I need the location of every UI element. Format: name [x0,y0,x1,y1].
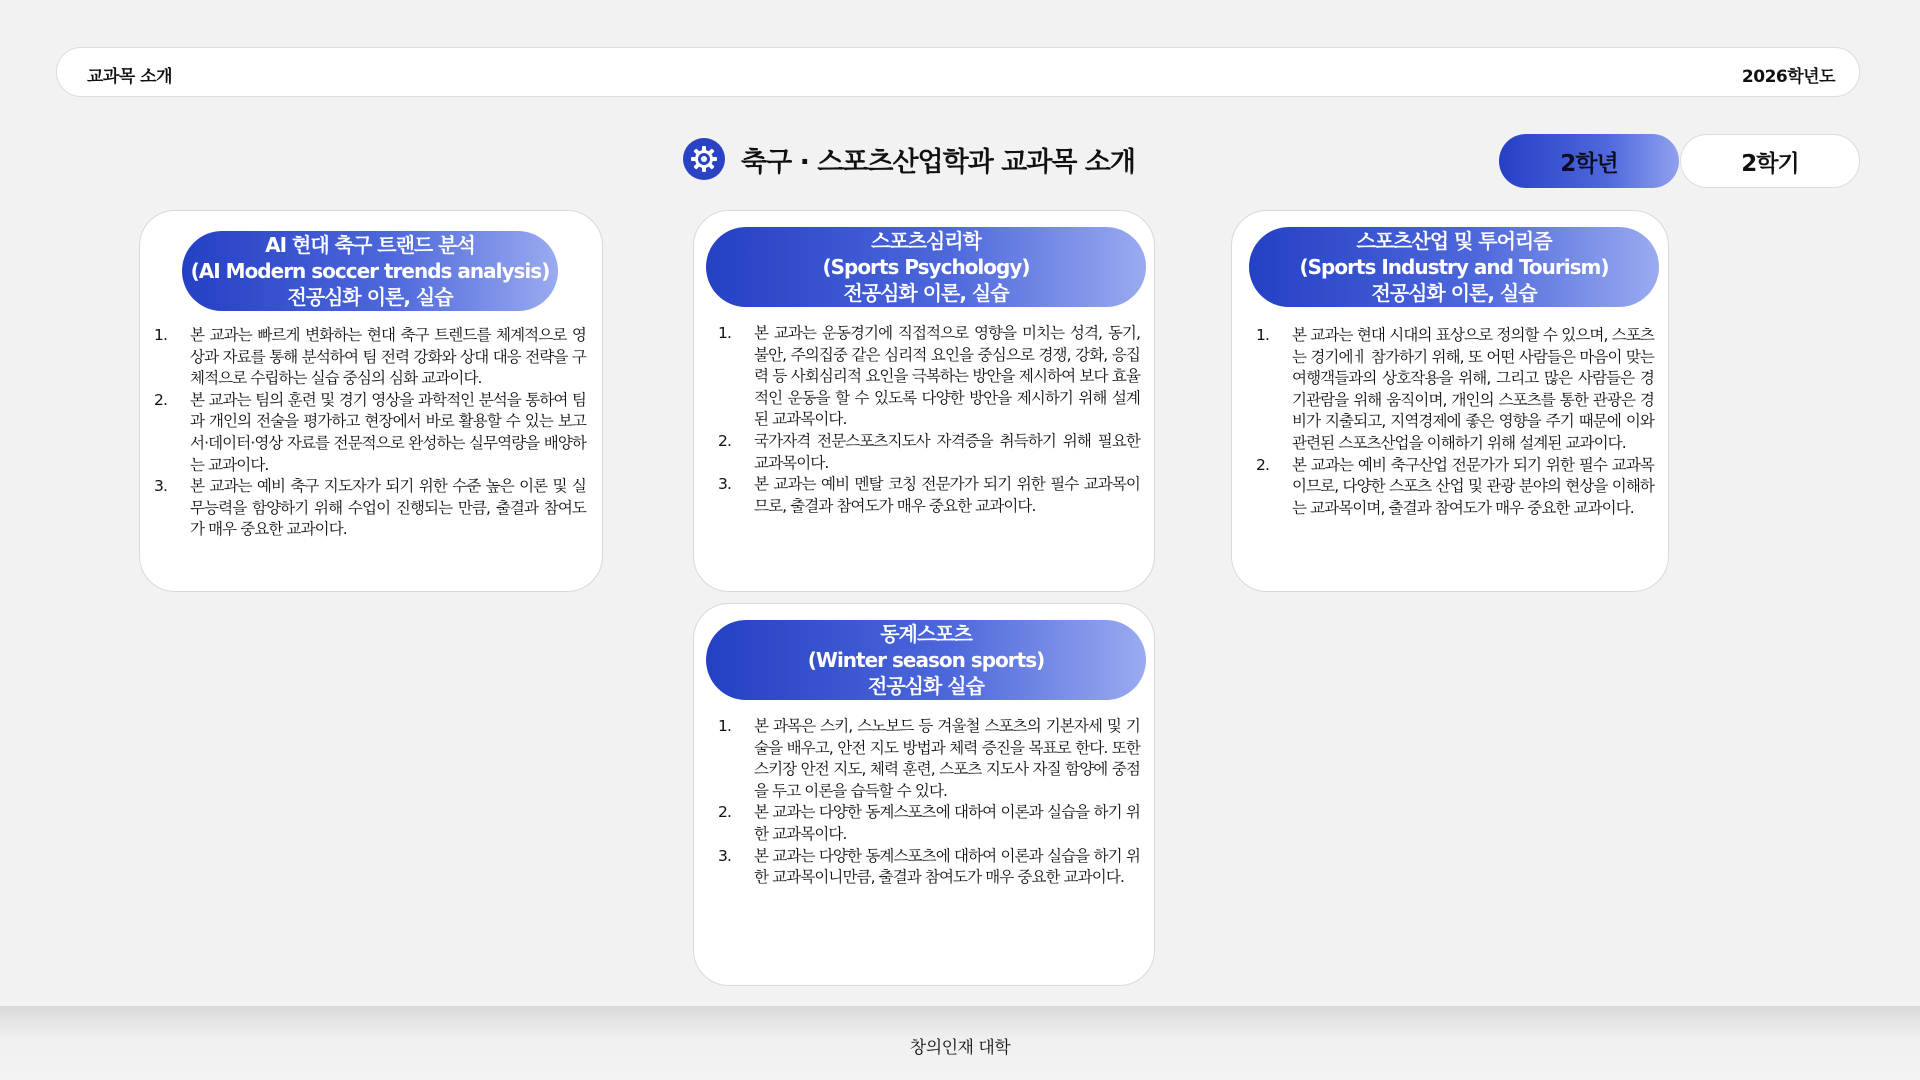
course-title-pill [182,231,558,311]
course-description-list [718,323,1140,517]
course-title-english: (Sports Industry and Tourism) [1299,255,1609,279]
course-title-english: (AI Modern soccer trends analysis) [190,259,550,283]
course-title-pill [1249,227,1659,307]
gear-icon [683,138,725,180]
list-item: 본 과목은 스키, 스노보드 등 겨울철 스포츠의 기본자세 및 기술을 배우고, 안전 지도 방법과 체력 증진을 목표로 한다. 또한 스키장 안전 지도, 체력 훈련, 스포츠 지도사 자질 함양에 중점을 두고 이론을 습득할 수 있다. [754,717,1140,800]
list-item: 국가자격 전문스포츠지도사 자격증을 취득하기 위해 필요한 교과목이다. [754,431,1140,472]
course-card-ai-soccer-trends [139,210,603,592]
list-item: 본 교과는 빠르게 변화하는 현대 축구 트렌드를 체계적으로 영상과 자료를 통해 분석하여 팀 전력 강화와 상대 대응 전략을 구체적으로 수립하는 실습 중심의 심화 교과이다. [190,326,586,388]
course-title-korean: 스포츠산업 및 투어리즘 [1356,229,1552,253]
list-item: 본 교과는 현대 시대의 표상으로 정의할 수 있으며, 스포츠는 경기에ㅔ 참가하기 위해, 또 어떤 사람들은 마음이 맞는 여행객들과의 상호작용을 위해, 그리고 많은 사람들은 경기관람을 위해 움직이며, 개인의 스포츠를 통한 관광은 경비가 지출되고, 지역경제에 좋은 영향을 주기 때문에 이와 관련된 스포츠산업을 이해하기 위해 설계된 교과이다. [1292,326,1654,452]
course-description-list [718,716,1140,889]
page-title-group [683,138,1135,180]
list-item: 본 교과는 다양한 동계스포츠에 대하여 이론과 실습을 하기 위한 교과목이니만큼, 출결과 참여도가 매우 중요한 교과이다. [754,846,1140,887]
course-description-list [154,325,586,541]
list-item: 본 교과는 예비 멘탈 코칭 전문가가 되기 위한 필수 교과목이므로, 출결과 참여도가 매우 중요한 교과이다. [754,475,1140,515]
list-item: 본 교과는 팀의 훈련 및 경기 영상을 과학적인 분석을 통하여 팀과 개인의 전술을 평가하고 현장에서 바로 활용할 수 있는 보고서·데이터·영상 자료를 전문적으로 완성하는 실무역량을 배양하는 교과이다. [190,390,586,474]
course-title-pill [706,227,1146,307]
list-item: 본 교과는 예비 축구산업 전문가가 되기 위한 필수 교과목이므로, 다양한 스포츠 산업 및 관광 분야의 현상을 이해하는 교과목이며, 출결과 참여도가 매우 중요한 교과이다. [1292,455,1654,517]
course-title-korean: 스포츠심리학 [871,229,981,253]
course-title-english: (Winter season sports) [807,648,1045,672]
list-item: 본 교과는 운동경기에 직접적으로 영향을 미치는 성격, 동기, 불안, 주의집중 같은 심리적 요인을 중심으로 경쟁, 강화, 응집력 등 사회심리적 요인을 극복하는 방안을 제시하여 보다 효율적인 운동을 할 수 있도록 다양한 방안을 제시하기 위해 설계된 교과목이다. [754,324,1140,429]
page-title: 축구 · 스포츠산업학과 교과목 소개 [741,146,1136,178]
course-card-sports-psychology [693,210,1155,592]
header-section-label: 교과목 소개 [87,67,173,87]
list-item: 본 교과는 예비 축구 지도자가 되기 위한 수준 높은 이론 및 실무능력을 함양하기 위해 수업이 진행되는 만큼, 출결과 참여도가 매우 중요한 교과이다. [190,477,586,539]
course-category: 전공심화 실습 [868,674,984,698]
course-title-korean: AI 현대 축구 트랜드 분석 [265,233,475,257]
course-title-pill [706,620,1146,700]
list-item: 본 교과는 다양한 동계스포츠에 대하여 이론과 실습을 하기 위한 교과목이다. [754,803,1140,843]
course-title-english: (Sports Psychology) [822,255,1030,279]
header-bar [56,47,1860,97]
course-card-sports-industry-tourism [1231,210,1669,592]
course-category: 전공심화 이론, 실습 [287,285,453,309]
course-title-korean: 동계스포츠 [880,622,972,646]
course-category: 전공심화 이론, 실습 [843,281,1009,305]
tab-semester[interactable]: 2학기 [1680,134,1860,188]
footer-text: 창의인재 대학 [909,1038,1011,1058]
tab-year[interactable]: 2학년 [1499,134,1679,188]
course-description-list [1256,325,1654,519]
course-category: 전공심화 이론, 실습 [1371,281,1537,305]
course-card-winter-sports [693,603,1155,986]
header-academic-year: 2026학년도 [1741,67,1835,87]
